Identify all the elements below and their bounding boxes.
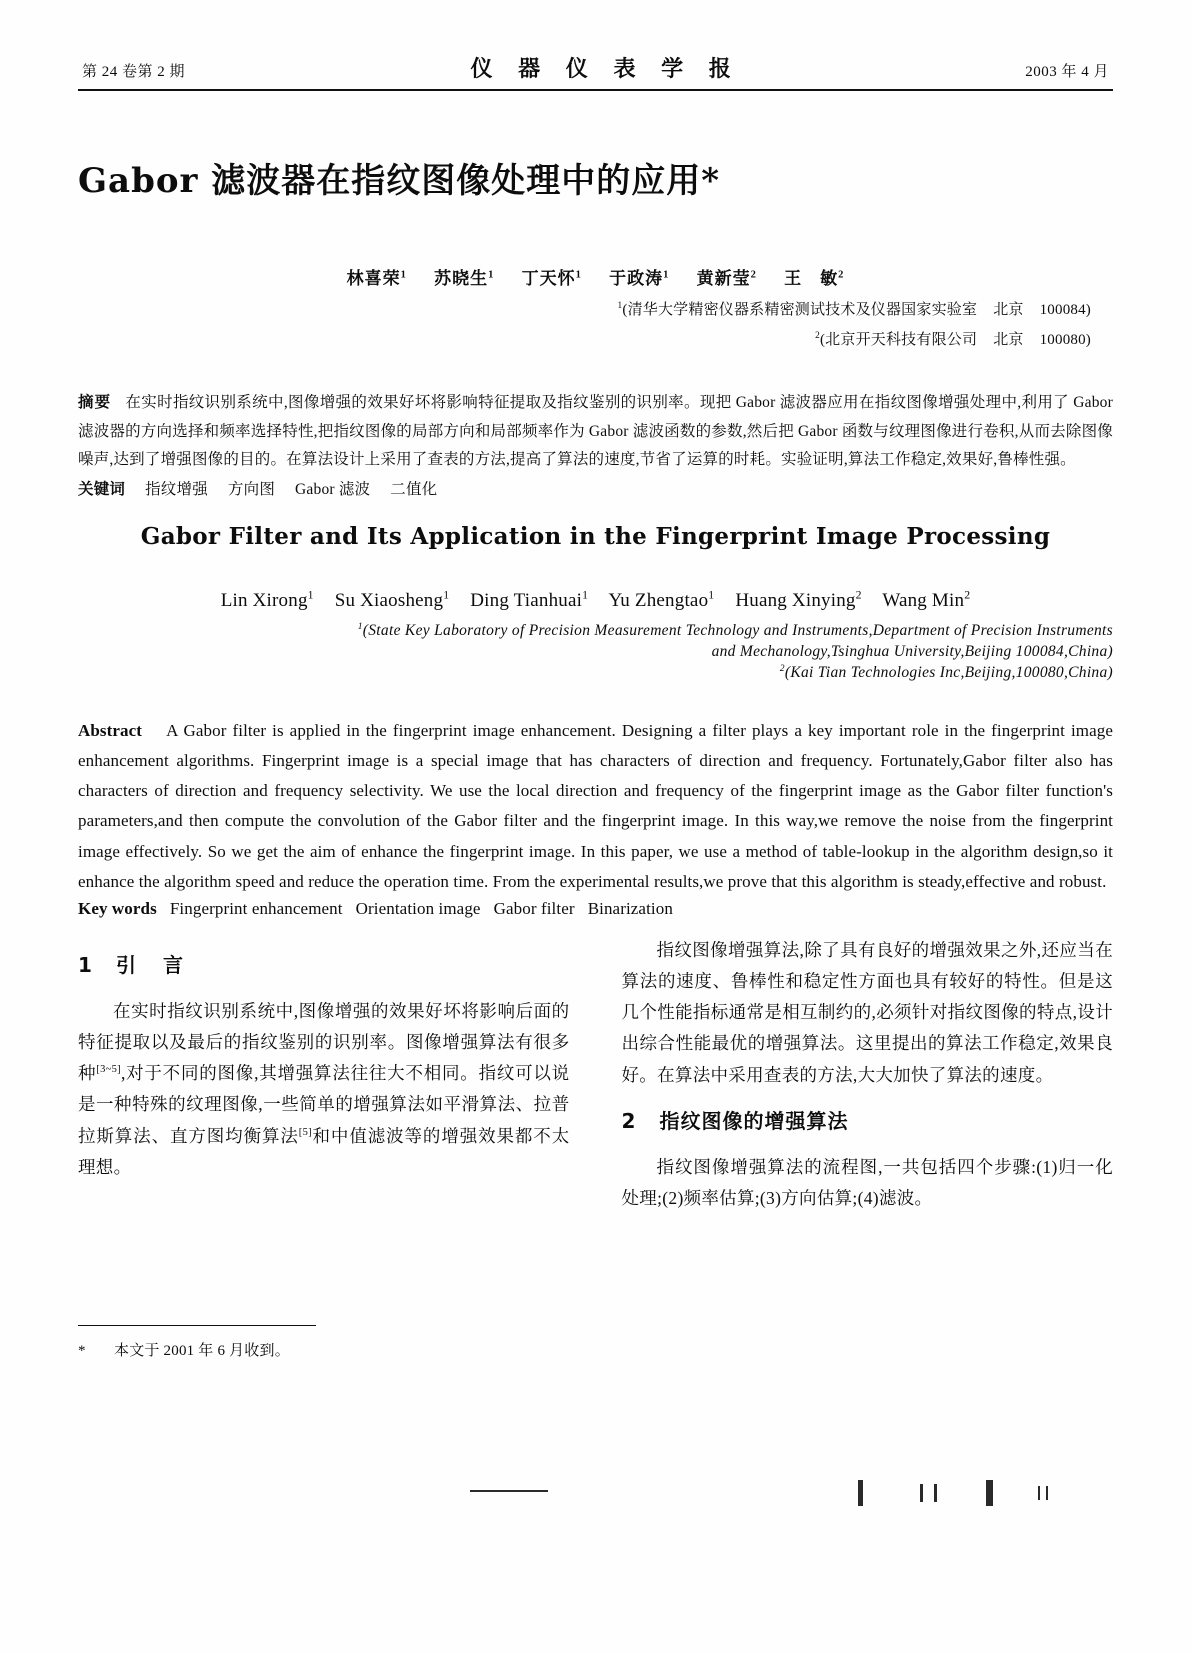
column-right <box>622 935 1114 1218</box>
author-cn-4: 黄新莹 <box>696 269 751 288</box>
scan-mark-2 <box>858 1480 863 1506</box>
affiliation-en-1-text: (State Key Laboratory of Precision Measurement Technology and Instruments,Department of Precision Instruments <box>362 621 1113 639</box>
author-cn-1: 苏晓生 <box>434 269 489 288</box>
section-2-paragraph: 指纹图像增强算法的流程图,一共包括四个步骤:(1)归一化处理;(2)频率估算;(3)方向估算;(4)滤波。 <box>621 1156 1113 1208</box>
authors-en <box>78 590 1113 612</box>
title-block <box>78 153 1113 202</box>
journal-name: 仪 器 仪 表 学 报 <box>470 56 740 82</box>
abstract-cn-text: 在实时指纹识别系统中,图像增强的效果好坏将影响特征提取及指纹鉴别的识别率。现把 Gabor 滤波器应用在指纹图像增强处理中,利用了 Gabor 滤波器的方向选择和频率选择特性,把指纹图像的局部方向和局部频率作为 Gabor 滤波函数的参数,然后把 Gabor 函数与纹理图像进行卷积,从而去除图像噪声,达到了增强图像的目的。在算法设计上采用了查表的方法,提高了算法的速度,节省了运算的时耗。实验证明,算法工作稳定,效果好,鲁棒性强。 <box>78 394 1113 469</box>
page-content <box>78 52 1113 1218</box>
affiliation-cn-1-sup: 1 <box>617 301 623 311</box>
author-en-0: Lin Xirong <box>220 589 308 611</box>
abstract-en <box>78 716 1113 898</box>
scan-artifacts <box>0 1478 1191 1518</box>
page-title: Gabor 滤波器在指纹图像处理中的应用 <box>78 161 702 201</box>
affiliation-en-2-sup: 2 <box>779 662 785 674</box>
author-en-3: Yu Zhengtao <box>608 589 709 611</box>
keyword-en-2: Gabor filter <box>493 899 575 919</box>
author-en-1-sup: 1 <box>443 588 450 602</box>
running-head <box>78 52 1113 89</box>
keywords-cn-label: 关键词 <box>78 480 126 498</box>
title-footnote-marker: * <box>701 161 721 201</box>
section-1-number: 1 <box>78 953 93 978</box>
abstract-en-label: Abstract <box>78 720 143 740</box>
keywords-en <box>78 899 1113 919</box>
section-1-heading <box>78 949 570 978</box>
author-cn-2-sup: 1 <box>575 269 582 281</box>
affiliation-cn-2 <box>78 328 1113 349</box>
author-en-1: Su Xiaosheng <box>334 589 444 611</box>
author-cn-0-sup: 1 <box>400 269 407 281</box>
section-1-title-char1: 引 <box>116 953 137 978</box>
keyword-cn-2: Gabor 滤波 <box>295 480 371 498</box>
affiliation-cn-1 <box>78 298 1113 319</box>
section-1-title-char2: 言 <box>163 953 184 978</box>
keyword-cn-0: 指纹增强 <box>145 480 208 498</box>
author-en-3-sup: 1 <box>708 588 715 602</box>
page-title-en: Gabor Filter and Its Application in the Fingerprint Image Processing <box>140 522 1051 550</box>
keyword-cn-3: 二值化 <box>390 480 438 498</box>
abstract-cn <box>78 389 1113 475</box>
affiliation-cn-2-zip: 100080) <box>1039 332 1091 348</box>
scan-mark-1 <box>470 1490 548 1492</box>
author-en-4: Huang Xinying <box>735 589 856 611</box>
affiliation-cn-1-text: (清华大学精密仪器系精密测试技术及仪器国家实验室 <box>622 302 978 318</box>
abstract-en-text: A Gabor filter is applied in the fingerprint image enhancement. Designing a filter plays a key important role in the fingerprint image enhancement algorithms. Fingerprint image is a special image that has characters of direction and frequency. Fortunately,Gabor filter also has characters of direction and frequency selectivity. We use the local direction and frequency of the fingerprint image as the Gabor filter function's parameters,and then compute the convolution of the Gabor filter and the fingerprint image. In this way,we remove the noise from the fingerprint image effectively. So we get the aim of enhance the fingerprint image. In this paper, we use a method of table-lookup in the algorithm design,so it enhance the algorithm speed and reduce the operation time. From the experimental results,we prove that this algorithm is steady,effective and robust. <box>78 720 1113 891</box>
scan-mark-6 <box>1038 1486 1040 1500</box>
author-cn-3: 于政涛 <box>609 269 664 288</box>
section-1-ref-2: [5] <box>298 1126 312 1138</box>
issue-date: 2003 年 4 月 <box>1025 64 1109 80</box>
header-divider <box>78 89 1113 91</box>
affiliation-cn-1-city: 北京 <box>993 302 1024 318</box>
section-2-heading <box>622 1105 1114 1134</box>
author-en-5-sup: 2 <box>964 588 971 602</box>
column-left <box>78 935 570 1218</box>
author-cn-2: 丁天怀 <box>521 269 576 288</box>
section-1-paragraph <box>78 996 570 1183</box>
affiliation-cn-2-text: (北京开天科技有限公司 <box>819 332 978 348</box>
section-1-text-c: 和中值滤波等的增强效果都不太理想。 <box>78 1125 570 1177</box>
keyword-cn-1: 方向图 <box>227 480 276 498</box>
affiliation-en-1-sup: 1 <box>357 620 363 632</box>
footnote-marker: * <box>78 1343 86 1359</box>
author-cn-0: 林喜荣 <box>346 269 401 288</box>
section-2-title: 指纹图像的增强算法 <box>659 1108 849 1133</box>
author-cn-3-sup: 1 <box>663 269 670 281</box>
scan-mark-5 <box>986 1480 993 1506</box>
footnote-text <box>78 1339 570 1360</box>
author-cn-4-sup: 2 <box>750 269 757 281</box>
author-en-5: Wang Min <box>882 589 965 611</box>
section-1-text-a: 在实时指纹识别系统中,图像增强的效果好坏将影响后面的特征提取以及最后的指纹鉴别的识别率。图像增强算法有很多种 <box>78 1001 570 1084</box>
scan-mark-7 <box>1046 1486 1048 1500</box>
section-2-number: 2 <box>621 1108 637 1133</box>
author-cn-5-sup: 2 <box>838 269 845 281</box>
keywords-en-label: Key words <box>78 899 157 919</box>
affiliation-en-1-line2: and Mechanology,Tsinghua University,Beijing 100084,China) <box>711 642 1113 660</box>
affiliation-en-2 <box>78 664 1113 682</box>
affiliation-cn-2-sup: 2 <box>815 331 820 341</box>
intro-continued-paragraph: 指纹图像增强算法,除了具有良好的增强效果之外,还应当在算法的速度、鲁棒性和稳定性方面也具有较好的特性。但是这几个性能指标通常是相互制约的,必须针对指纹图像的特点,设计出综合性能最优的增强算法。这里提出的算法工作稳定,效果良好。在算法中采用查表的方法,大大加快了算法的速度。 <box>621 940 1113 1085</box>
scan-mark-3 <box>920 1484 923 1502</box>
section-1-text-b: ,对于不同的图像,其增强算法往往大不相同。指纹可以说是一种特殊的纹理图像,一些简单的增强算法如平滑算法、拉普拉斯算法、直方图均衡算法 <box>78 1063 570 1146</box>
author-en-0-sup: 1 <box>307 588 314 602</box>
author-cn-5: 王 敏 <box>784 269 839 288</box>
footnote-body: 本文于 2001 年 6 月收到。 <box>114 1343 290 1359</box>
scan-mark-4 <box>934 1484 937 1502</box>
affiliation-en-1-line1 <box>78 622 1113 640</box>
keyword-en-3: Binarization <box>587 899 673 919</box>
author-cn-1-sup: 1 <box>488 269 495 281</box>
author-en-2: Ding Tianhuai <box>470 589 583 611</box>
author-en-4-sup: 2 <box>855 588 862 602</box>
affiliation-en-2-text: (Kai Tian Technologies Inc,Beijing,100080,China) <box>784 663 1113 681</box>
keyword-en-0: Fingerprint enhancement <box>169 899 343 919</box>
section-1-ref-1: [3~5] <box>96 1064 121 1076</box>
volume-issue: 第 24 卷第 2 期 <box>82 64 186 80</box>
authors-cn <box>78 264 1113 289</box>
footnote-divider <box>78 1325 316 1326</box>
keywords-cn <box>78 477 1113 499</box>
body-columns <box>78 935 1113 1218</box>
author-en-2-sup: 1 <box>582 588 589 602</box>
affiliation-cn-2-city: 北京 <box>993 332 1024 348</box>
footnote-block <box>78 1325 570 1360</box>
affiliation-cn-1-zip: 100084) <box>1039 302 1091 318</box>
abstract-cn-label: 摘要 <box>78 394 112 411</box>
keyword-en-1: Orientation image <box>355 899 481 919</box>
